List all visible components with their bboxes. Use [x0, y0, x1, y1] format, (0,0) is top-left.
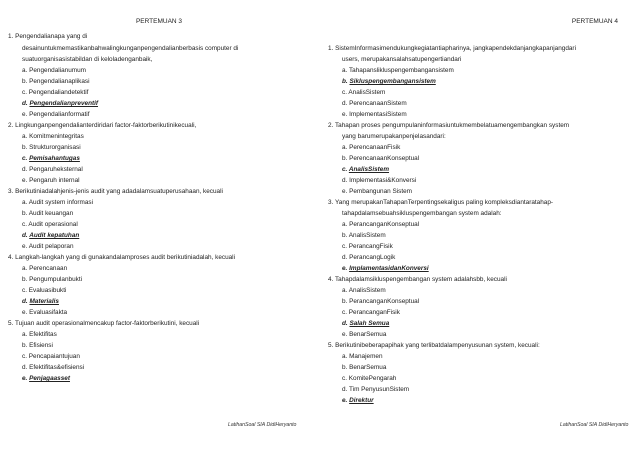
correct-answer-mark: Materialis	[29, 298, 59, 305]
answer-option: tahapdalamsebuahsikluspengembangan system adalah:	[342, 210, 502, 217]
answer-option: d. Materialis	[22, 298, 59, 305]
answer-option: c. PerancanganFisik	[342, 309, 400, 316]
answer-option: b. AnalisSistem	[342, 232, 386, 239]
question-text: 4. Langkah-langkah yang di gunakandalamproses audit berikutiniadalah, kecuali	[8, 254, 236, 261]
answer-option: a. Tahapanslikluspengembangansistem	[342, 67, 454, 74]
answer-option: b. BenarSemua	[342, 364, 387, 371]
answer-option: e. Evaluasifakta	[22, 309, 68, 316]
correct-answer-mark: Pengendalianpreventif	[29, 100, 99, 107]
question-text: 3. Berikutiniadalahjenis-jenis audit yang adadalamsuatuperusahaan, kecuali	[8, 188, 223, 195]
answer-option: b. Audit keuangan	[22, 210, 74, 217]
question-text: 4. Tahapdalamsikluspengembangan system adalahsbb, kecuali	[328, 276, 507, 283]
answer-option: d. Implementasi&Konversi	[342, 177, 417, 184]
page-title-right: PERTEMUAN 4	[571, 18, 618, 25]
answer-option: a. AnalisSistem	[342, 287, 386, 294]
answer-option: e. ImplementasiSistem	[342, 111, 407, 118]
question-text: 5. Tujuan audit operasionalmencakup factor-faktorberikutini, kecuali	[8, 320, 200, 327]
answer-option: a. Manajemen	[342, 353, 383, 360]
answer-option: b. Pengumpulanbukti	[22, 276, 83, 283]
question-text: 5. Berikutinibeberapapihak yang terlibatdalampenyusunan system, kecuali:	[328, 342, 540, 349]
answer-option: yang barumerupakanpenjelasandari:	[342, 133, 446, 140]
answer-option: a. Komitmenintegritas	[22, 133, 84, 140]
answer-option: desainuntukmemastikanbahwalingkunganpengendalianberbasis computer di	[22, 45, 239, 52]
answer-option: d. Audit kepatuhan	[22, 232, 80, 239]
question-text: 1. Pengendalianapa yang di	[8, 33, 88, 40]
page-title-left: PERTEMUAN 3	[135, 18, 183, 25]
correct-answer-mark: Pemisahantugas	[29, 155, 80, 162]
answer-option: c. KomitePengarah	[342, 375, 397, 382]
answer-option: e. Pengendalianformatif	[22, 111, 90, 118]
answer-option: b. PerencanaanKonseptual	[342, 155, 420, 162]
correct-answer-mark: Direktur	[349, 397, 374, 404]
answer-option: d. PerencanaanSistem	[342, 100, 407, 107]
answer-option: c. AnalisSistem	[342, 89, 386, 96]
correct-answer-mark: AnalisSistem	[348, 166, 390, 173]
answer-option: a. Perencanaan	[22, 265, 68, 272]
answer-option: c. Evaluasibukti	[22, 287, 67, 294]
answer-option: e. BenarSemua	[342, 331, 387, 338]
answer-option: b. Sikluspengembangansistem	[342, 78, 436, 85]
answer-option: d. PerancangLogik	[342, 254, 396, 261]
answer-option: d. Tim PenyusunSistem	[342, 386, 410, 393]
correct-answer-mark: ImplamentasidanKonversi	[349, 265, 429, 272]
correct-answer-mark: Penjagaasset	[29, 375, 70, 382]
answer-option: a. Audit system informasi	[22, 199, 94, 206]
answer-option: a. Efektifitas	[22, 331, 57, 338]
answer-option: c. PerancangFisik	[342, 243, 393, 250]
answer-option: c. Pengendaliandetektif	[22, 89, 89, 96]
answer-option: c. Audit operasional	[22, 221, 78, 228]
answer-option: d. Salah Semua	[342, 320, 390, 327]
answer-option: e. Audit pelaporan	[22, 243, 74, 250]
answer-option: a. Pengendalianumum	[22, 67, 86, 74]
question-text: 1. SistemInformasimendukungkegiatantiapharinya, jangkapendekdanjangkapanjangdari	[328, 45, 576, 52]
answer-option: d. Pengendalianpreventif	[22, 100, 99, 107]
answer-option: c. Pemisahantugas	[22, 155, 80, 162]
answer-option: d. Pengaruheksternal	[22, 166, 83, 173]
answer-option: suatuorganisasistabildan di keloladenganbaik,	[22, 56, 153, 63]
answer-option: e. Penjagaasset	[22, 375, 70, 382]
footer-right: LatihanSoal SIA DidiHeryanto	[560, 422, 629, 428]
answer-option: b. Efisiensi	[22, 342, 53, 349]
answer-option: e. ImplamentasidanKonversi	[342, 265, 429, 272]
question-text: 2. Lingkunganpengendalianterdiridari factor-faktorberikutinikecuali,	[8, 122, 197, 129]
answer-option: a. PerencanaanFisik	[342, 144, 401, 151]
answer-option: b. Strukturorganisasi	[22, 144, 81, 151]
question-text: 2. Tahapan proses pengumpulaninformasiuntukmembelatuamengembangkan system	[328, 122, 570, 129]
correct-answer-mark: Sikluspengembangansistem	[349, 78, 436, 85]
answer-option: b. PerancanganKonseptual	[342, 298, 420, 305]
answer-option: c. Pencapaiantujuan	[22, 353, 80, 360]
answer-option: d. Efektifitas&efisiensi	[22, 364, 85, 371]
answer-option: e. Direktur	[342, 397, 374, 404]
footer-left: LatihanSoal SIA DidiHeryanto	[228, 422, 297, 428]
question-text: 3. Yang merupakanTahapanTerpentingsekaligus paling kompleksdiantaratahap-	[328, 199, 554, 206]
answer-option: b. Pengendalianaplikasi	[22, 78, 90, 85]
answer-option: e. Pembangunan Sistem	[342, 188, 412, 195]
answer-option: users, merupakansalahsatupengertiandari	[342, 56, 462, 63]
correct-answer-mark: Salah Semua	[349, 320, 390, 327]
answer-option: e. Pengaruh internal	[22, 177, 80, 184]
answer-option: a. PerancanganKonseptual	[342, 221, 420, 228]
answer-option: c. AnalisSistem	[342, 166, 390, 173]
correct-answer-mark: Audit kepatuhan	[29, 232, 80, 239]
